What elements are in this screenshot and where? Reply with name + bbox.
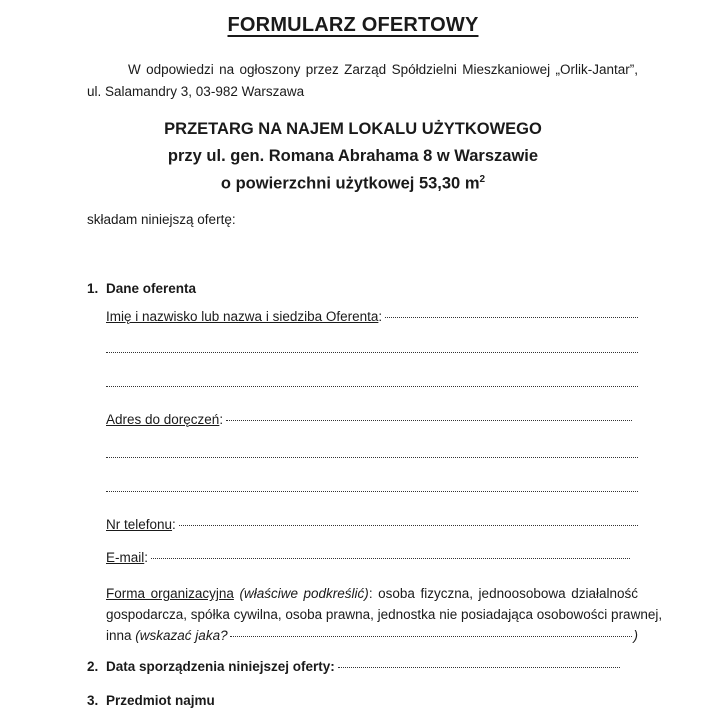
section-1-number: 1. — [87, 281, 99, 296]
area-unit-superscript: 2 — [479, 174, 486, 185]
delivery-address-label: Adres do doręczeń — [106, 412, 220, 427]
phone-label: Nr telefonu — [106, 517, 173, 532]
org-form-other-input-line[interactable] — [230, 636, 632, 637]
applicant-name-input-line[interactable] — [385, 317, 638, 318]
intro-line-1: W odpowiedzi na ogłoszony przez Zarząd Spółdzielni Mieszkaniowej „Orlik-Jantar”, — [128, 62, 638, 77]
phone-field[interactable] — [106, 517, 638, 532]
email-input-line[interactable] — [151, 558, 630, 559]
offer-date-label: Data sporządzenia niniejszej oferty: — [106, 659, 335, 674]
org-form-line-3 — [106, 625, 638, 646]
section-3-number: 3. — [87, 693, 99, 708]
form-title: FORMULARZ OFERTOWY — [227, 14, 479, 36]
tender-heading-line-1: PRZETARG NA NAJEM LOKALU UŻYTKOWEGO — [164, 120, 542, 138]
organizational-form-field[interactable] — [106, 583, 663, 646]
applicant-name-field[interactable] — [106, 309, 638, 324]
email-colon: : — [144, 550, 149, 565]
email-label: E-mail — [106, 550, 145, 565]
phone-input-line[interactable] — [179, 525, 638, 526]
applicant-name-label: Imię i nazwisko lub nazwa i siedziba Oferenta — [106, 309, 379, 324]
email-field[interactable] — [106, 550, 630, 565]
section-1-title: Dane oferenta — [106, 281, 197, 296]
delivery-address-input-line-2[interactable] — [106, 457, 638, 458]
org-form-options-2[interactable]: gospodarcza, spółka cywilna, osoba prawna, jednostka nie posiadająca osobowości prawnej, — [106, 607, 663, 622]
offer-date-field[interactable] — [106, 659, 620, 674]
delivery-address-input-line[interactable] — [226, 420, 632, 421]
offer-date-input-line[interactable] — [338, 667, 620, 668]
org-form-other-prefix[interactable]: inna — [106, 628, 132, 643]
tender-heading-line-3 — [0, 174, 706, 194]
applicant-name-input-line-2[interactable] — [106, 352, 638, 353]
applicant-name-input-line-3[interactable] — [106, 386, 638, 387]
delivery-address-field[interactable] — [106, 412, 632, 427]
phone-colon: : — [172, 517, 176, 532]
area-text: o powierzchni użytkowej 53,30 m — [220, 174, 480, 193]
org-form-line-1 — [106, 583, 638, 604]
delivery-address-input-line-3[interactable] — [106, 491, 638, 492]
section-2-number: 2. — [87, 659, 99, 674]
tender-heading-line-2: przy ul. gen. Romana Abrahama 8 w Warszawie — [167, 147, 539, 165]
org-form-label: Forma organizacyjna — [106, 586, 234, 601]
intro-line-2: ul. Salamandry 3, 03-982 Warszawa — [87, 84, 305, 99]
delivery-address-colon: : — [219, 412, 224, 427]
section-3-title: Przedmiot najmu — [106, 693, 215, 708]
applicant-name-colon: : — [378, 309, 383, 324]
org-form-other-close: ) — [633, 628, 638, 643]
org-form-options-1[interactable]: : osoba fizyczna, jednoosobowa działalność — [368, 586, 638, 601]
org-form-hint: (właściwe podkreślić) — [239, 586, 369, 601]
org-form-other-hint: (wskazać jaka? — [135, 628, 228, 643]
offer-statement: składam niniejszą ofertę: — [87, 212, 236, 227]
